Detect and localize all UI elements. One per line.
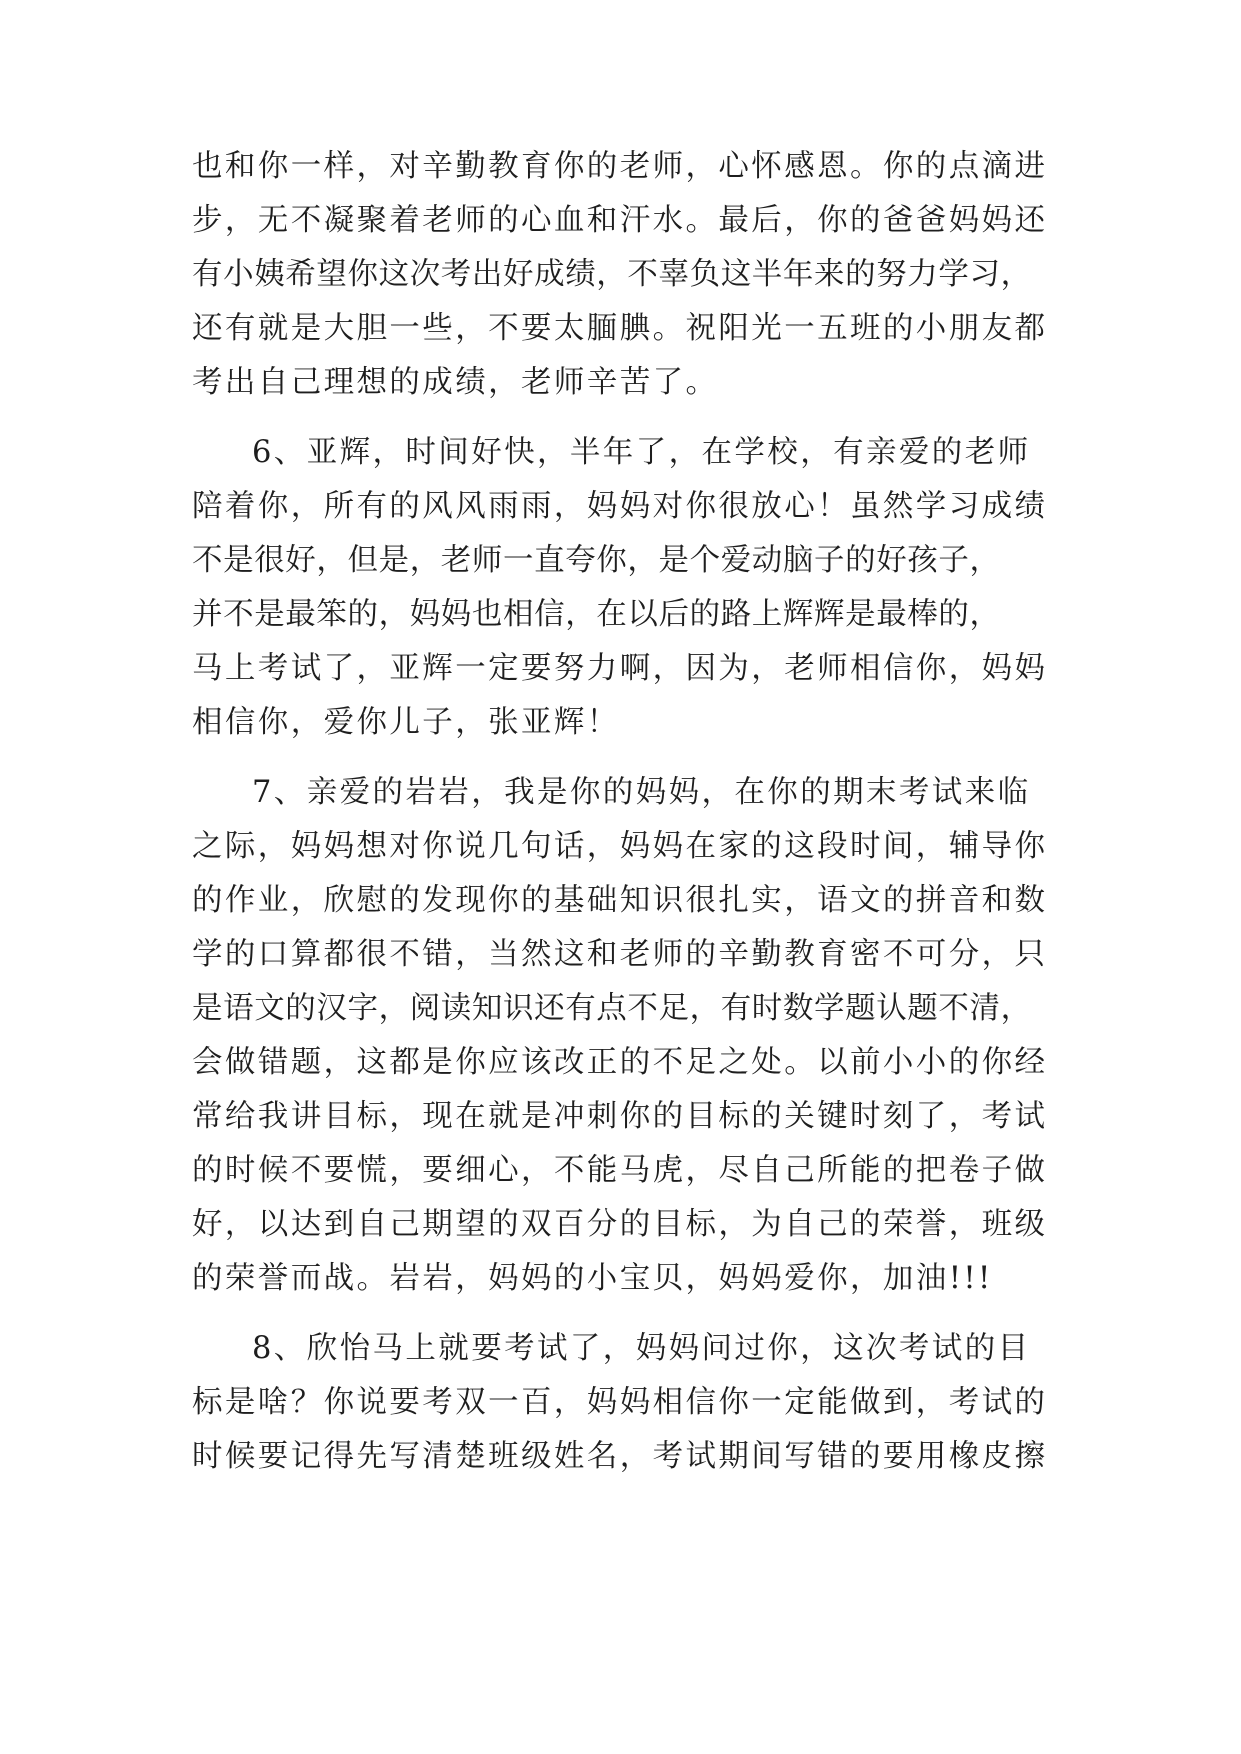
- text-line: 常给我讲目标，现在就是冲刺你的目标的关键时刻了，考试: [192, 1099, 1048, 1134]
- text-line: 的时候不要慌，要细心，不能马虎，尽自己所能的把卷子做: [192, 1153, 1048, 1188]
- text-line: 标是啥？你说要考双一百，妈妈相信你一定能做到，考试的: [192, 1385, 1048, 1420]
- text-line: 马上考试了，亚辉一定要努力啊，因为，老师相信你，妈妈: [192, 651, 1048, 686]
- text-line: 好，以达到自己期望的双百分的目标，为自己的荣誉，班级: [192, 1207, 1048, 1242]
- text-line: 相信你，爱你儿子，张亚辉！: [192, 705, 620, 740]
- text-line: 考出自己理想的成绩，老师辛苦了。: [192, 365, 719, 400]
- paragraph-6-start: 6、亚辉，时间好快，半年了，在学校，有亲爱的老师: [252, 435, 1031, 470]
- text-line: 步，无不凝聚着老师的心血和汗水。最后，你的爸爸妈妈还: [192, 203, 1048, 238]
- text-line: 会做错题，这都是你应该改正的不足之处。以前小小的你经: [192, 1045, 1048, 1080]
- text-line: 并不是最笨的，妈妈也相信，在以后的路上辉辉是最棒的，: [192, 597, 1001, 632]
- text-line: 陪着你，所有的风风雨雨，妈妈对你很放心！虽然学习成绩: [192, 489, 1048, 524]
- text-line: 学的口算都很不错，当然这和老师的辛勤教育密不可分，只: [192, 937, 1048, 972]
- text-line: 不是很好，但是，老师一直夸你，是个爱动脑子的好孩子，: [192, 543, 1001, 578]
- text-line: 是语文的汉字，阅读知识还有点不足，有时数学题认题不清，: [192, 991, 1032, 1026]
- paragraph-7-start: 7、亲爱的岩岩，我是你的妈妈，在你的期末考试来临: [252, 775, 1031, 810]
- text-line: 也和你一样，对辛勤教育你的老师，心怀感恩。你的点滴进: [192, 149, 1048, 184]
- text-line: 的作业，欣慰的发现你的基础知识很扎实，语文的拼音和数: [192, 883, 1048, 918]
- text-line: 时候要记得先写清楚班级姓名，考试期间写错的要用橡皮擦: [192, 1439, 1048, 1474]
- text-line: 的荣誉而战。岩岩，妈妈的小宝贝，妈妈爱你，加油!!!: [192, 1261, 993, 1296]
- text-line: 有小姨希望你这次考出好成绩，不辜负这半年来的努力学习，: [192, 257, 1032, 292]
- text-line: 还有就是大胆一些，不要太腼腆。祝阳光一五班的小朋友都: [192, 311, 1048, 346]
- text-line: 之际，妈妈想对你说几句话，妈妈在家的这段时间，辅导你: [192, 829, 1048, 864]
- paragraph-8-start: 8、欣怡马上就要考试了，妈妈问过你，这次考试的目: [252, 1331, 1031, 1366]
